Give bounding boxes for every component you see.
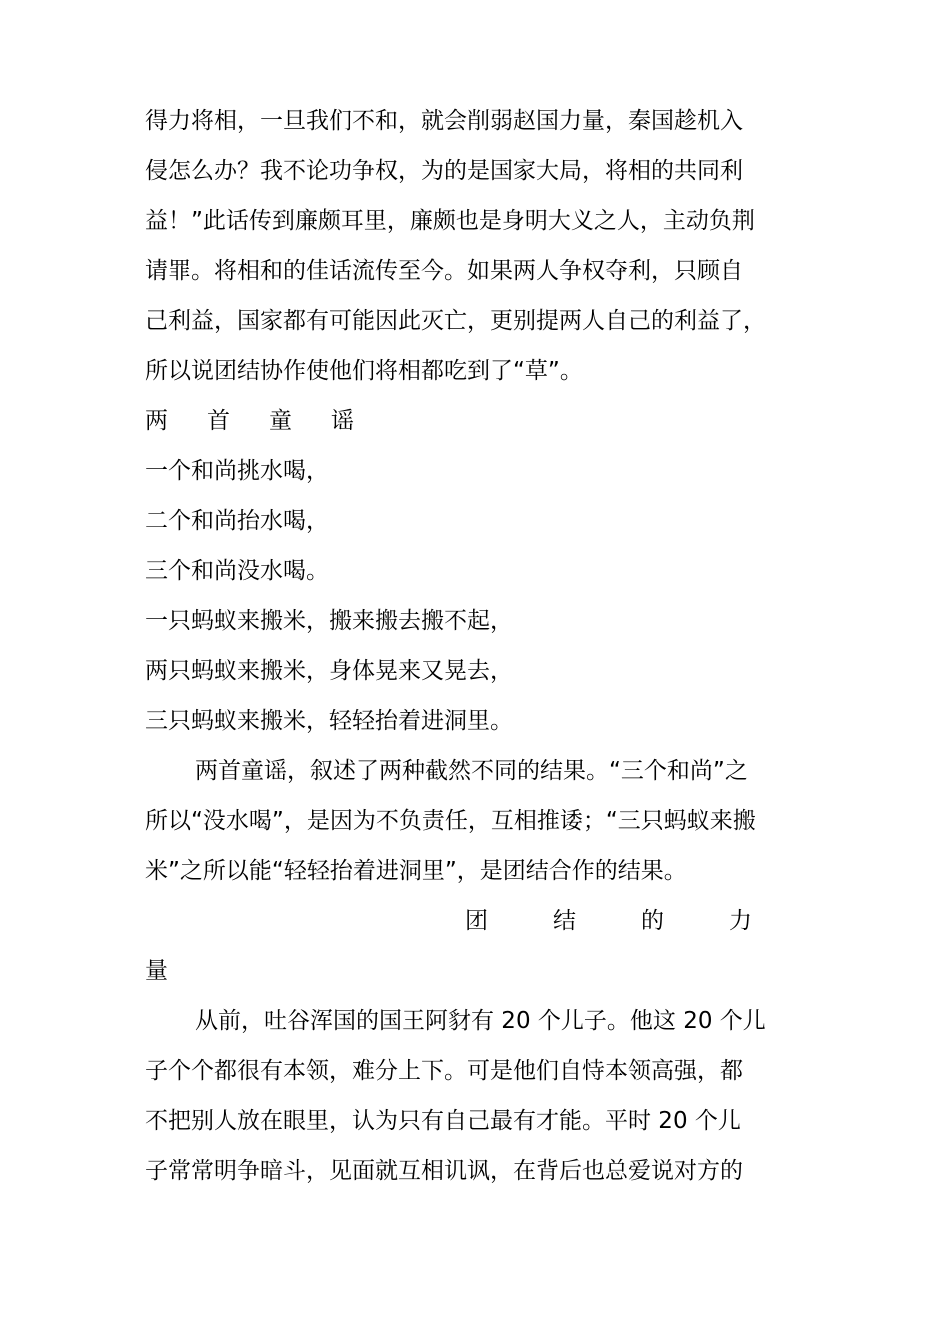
heading-power-of-unity-tail: 量: [145, 958, 168, 984]
text-line: 子个个都很有本领，难分上下。可是他们自恃本领高强，都: [145, 1058, 743, 1084]
text-line: 不把别人放在眼里，认为只有自己最有才能。平时 20 个儿: [145, 1108, 741, 1134]
text-line: 得力将相，一旦我们不和，就会削弱赵国力量，秦国趁机入: [145, 108, 743, 134]
paragraph-general-story: [145, 96, 815, 396]
document-body: [145, 96, 815, 1196]
rhyme-line: 三只蚂蚁来搬米，轻轻抬着进洞里。: [145, 708, 513, 734]
text-line: 己利益，国家都有可能因此灭亡，更别提两人自己的利益了，: [145, 308, 766, 334]
rhyme-line: 二个和尚抬水喝，: [145, 508, 329, 534]
paragraph-rhyme-analysis: [145, 746, 815, 896]
text-line: 两首童谣，叙述了两种截然不同的结果。“三个和尚”之: [195, 758, 748, 784]
heading-char: 两: [145, 408, 168, 434]
text-line: 所以说团结协作使他们将相都吃到了“草”。: [145, 358, 583, 384]
text-line: 子常常明争暗斗，见面就互相讥讽，在背后也总爱说对方的: [145, 1158, 743, 1184]
heading-char: 团: [465, 908, 488, 934]
heading-char: 力: [729, 908, 752, 934]
heading-char: 结: [553, 908, 576, 934]
text-line: 侵怎么办？我不论功争权，为的是国家大局，将相的共同利: [145, 158, 743, 184]
rhyme-line: 一只蚂蚁来搬米，搬来搬去搬不起，: [145, 608, 513, 634]
rhyme-line: 两只蚂蚁来搬米，身体晃来又晃去，: [145, 658, 513, 684]
heading-char: 首: [207, 408, 230, 434]
paragraph-king-story: [145, 996, 815, 1196]
text-line: 从前，吐谷浑国的国王阿豺有 20 个儿子。他这 20 个儿: [195, 1008, 766, 1034]
heading-power-of-unity: [145, 896, 815, 946]
text-line: 所以“没水喝”，是因为不负责任，互相推诿；“三只蚂蚁来搬: [145, 808, 756, 834]
text-line: 米”之所以能“轻轻抬着进洞里”，是团结合作的结果。: [145, 858, 687, 884]
heading-char: 的: [641, 908, 664, 934]
text-line: 益！”此话传到廉颇耳里，廉颇也是身明大义之人，主动负荆: [145, 208, 755, 234]
text-line: 请罪。将相和的佳话流传至今。如果两人争权夺利，只顾自: [145, 258, 743, 284]
heading-two-rhymes: [145, 396, 815, 446]
rhyme-line: 三个和尚没水喝。: [145, 558, 329, 584]
heading-char: 谣: [331, 408, 354, 434]
rhyme-line: 一个和尚挑水喝，: [145, 458, 329, 484]
rhyme-list: [145, 446, 815, 746]
heading-char: 童: [269, 408, 292, 434]
